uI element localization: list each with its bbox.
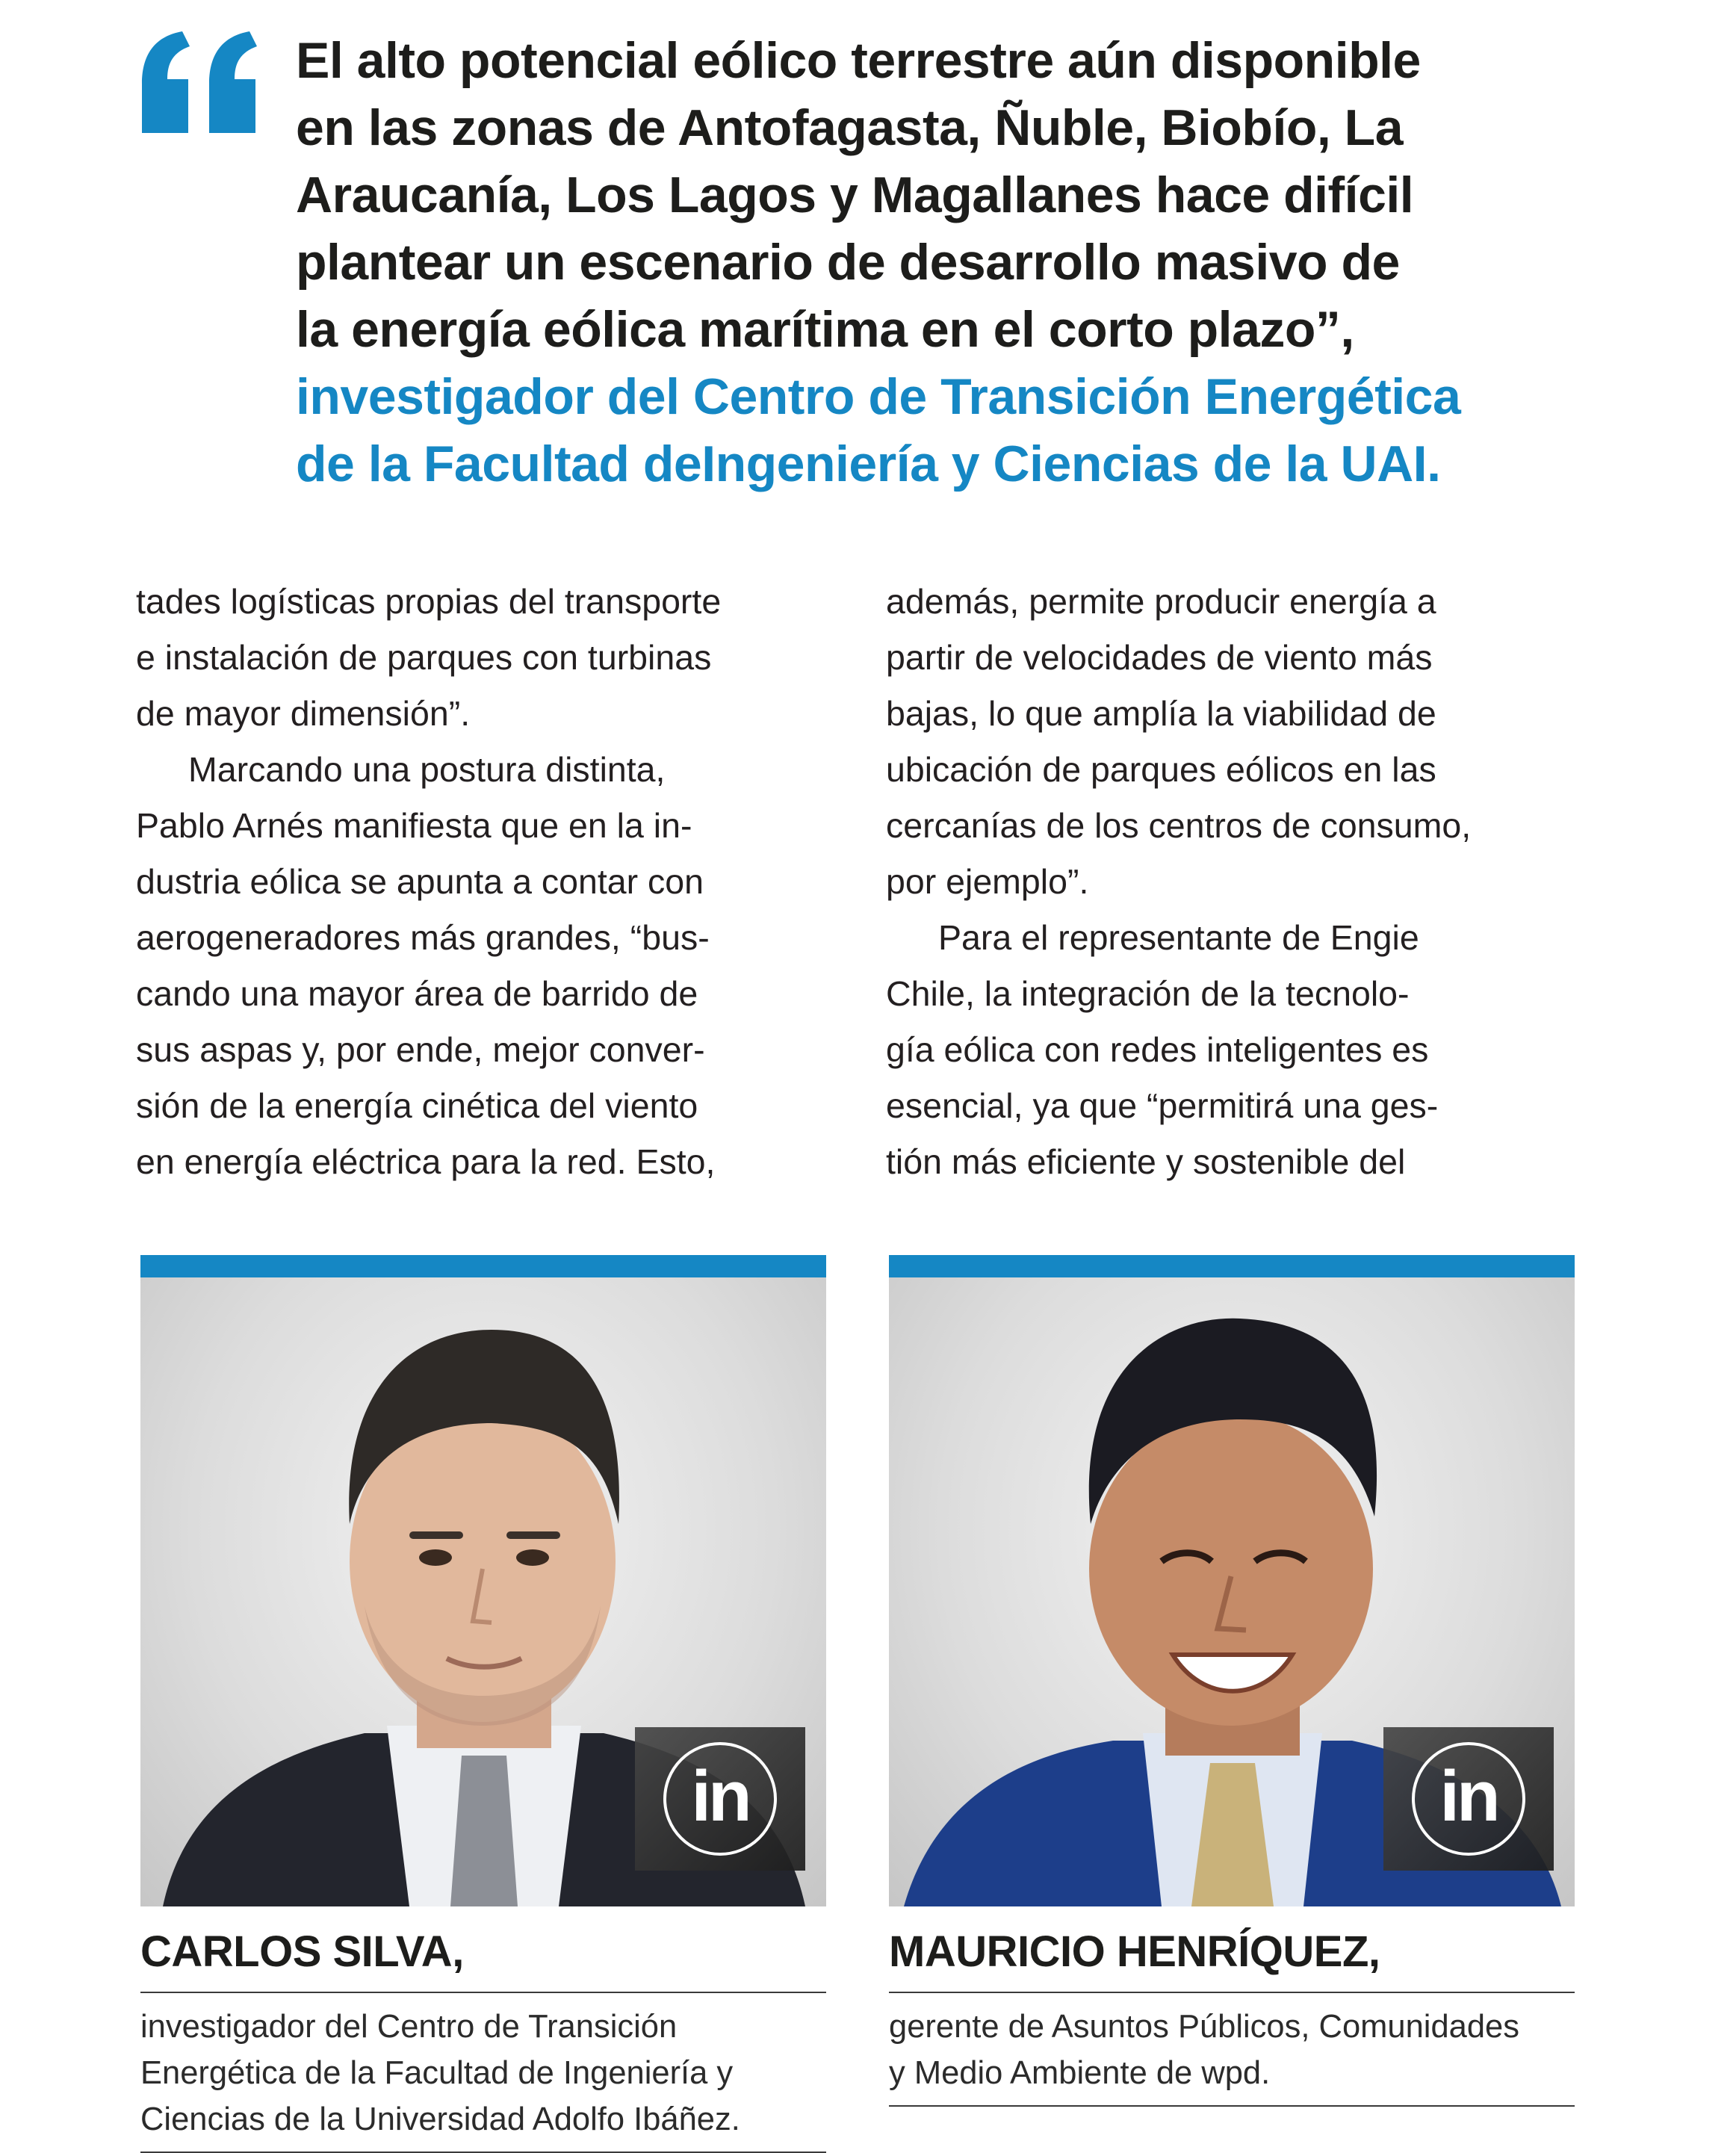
body-line: en energía eléctrica para la red. Esto,	[136, 1142, 716, 1181]
pull-quote	[296, 27, 1566, 498]
card-accent-bar	[889, 1255, 1575, 1277]
quote-attribution-line: de la Facultad deIngeniería y Ciencias de la UAI.	[296, 436, 1441, 492]
profile-photo	[889, 1277, 1575, 1906]
article-column-left	[136, 574, 831, 1190]
body-line: sión de la energía cinética del viento	[136, 1086, 698, 1125]
body-line: de mayor dimensión”.	[136, 694, 471, 733]
linkedin-badge[interactable]	[635, 1727, 805, 1871]
profile-name: MAURICIO HENRÍQUEZ,	[889, 1927, 1380, 1976]
role-line: investigador del Centro de Transición	[140, 2009, 678, 2045]
quote-line: en las zonas de Antofagasta, Ñuble, Biobío, La	[296, 99, 1404, 156]
quote-attribution-line: investigador del Centro de Transición Energética	[296, 368, 1461, 425]
divider	[889, 2105, 1575, 2107]
body-line: Chile, la integración de la tecnolo-	[886, 974, 1410, 1013]
profile-role	[889, 2004, 1575, 2096]
body-line: tades logísticas propias del transporte	[136, 582, 722, 621]
body-line: además, permite producir energía a	[886, 582, 1436, 621]
body-line: Pablo Arnés manifiesta que en la in-	[136, 806, 692, 845]
linkedin-icon: in	[663, 1742, 777, 1856]
body-line: por ejemplo”.	[886, 862, 1089, 901]
body-line: Marcando una postura distinta,	[188, 750, 666, 789]
article-column-right	[886, 574, 1581, 1190]
quote-line: El alto potencial eólico terrestre aún disponible	[296, 32, 1421, 89]
body-line: dustria eólica se apunta a contar con	[136, 862, 704, 901]
role-line: gerente de Asuntos Públicos, Comunidades	[889, 2009, 1519, 2045]
profile-photo	[140, 1277, 826, 1906]
quote-line: plantear un escenario de desarrollo masivo de	[296, 234, 1400, 291]
body-line: sus aspas y, por ende, mejor conver-	[136, 1030, 705, 1069]
body-line: bajas, lo que amplía la viabilidad de	[886, 694, 1436, 733]
quote-mark-icon	[136, 30, 264, 134]
body-line: partir de velocidades de viento más	[886, 638, 1433, 677]
body-line: gía eólica con redes inteligentes es	[886, 1030, 1429, 1069]
card-accent-bar	[140, 1255, 826, 1277]
role-line: y Medio Ambiente de wpd.	[889, 2055, 1271, 2091]
body-line: e instalación de parques con turbinas	[136, 638, 712, 677]
role-line: Ciencias de la Universidad Adolfo Ibáñez.	[140, 2101, 740, 2137]
divider	[140, 1992, 826, 1993]
body-line: ubicación de parques eólicos en las	[886, 750, 1436, 789]
body-line: Para el representante de Engie	[938, 918, 1419, 957]
quote-line: Araucanía, Los Lagos y Magallanes hace difícil	[296, 167, 1414, 223]
profile-name: CARLOS SILVA,	[140, 1927, 464, 1976]
linkedin-icon: in	[1412, 1742, 1525, 1856]
quote-line: la energía eólica marítima en el corto plazo”,	[296, 301, 1354, 358]
body-line: cercanías de los centros de consumo,	[886, 806, 1472, 845]
body-line: esencial, ya que “permitirá una ges-	[886, 1086, 1439, 1125]
divider	[889, 1992, 1575, 1993]
body-line: cando una mayor área de barrido de	[136, 974, 698, 1013]
linkedin-badge[interactable]	[1383, 1727, 1554, 1871]
profile-card-carlos-silva	[140, 1255, 826, 2153]
body-line: aerogeneradores más grandes, “bus-	[136, 918, 710, 957]
profile-card-mauricio-henriquez	[889, 1255, 1575, 2107]
profile-role	[140, 2004, 826, 2143]
body-line: tión más eficiente y sostenible del	[886, 1142, 1406, 1181]
role-line: Energética de la Facultad de Ingeniería y	[140, 2055, 734, 2091]
